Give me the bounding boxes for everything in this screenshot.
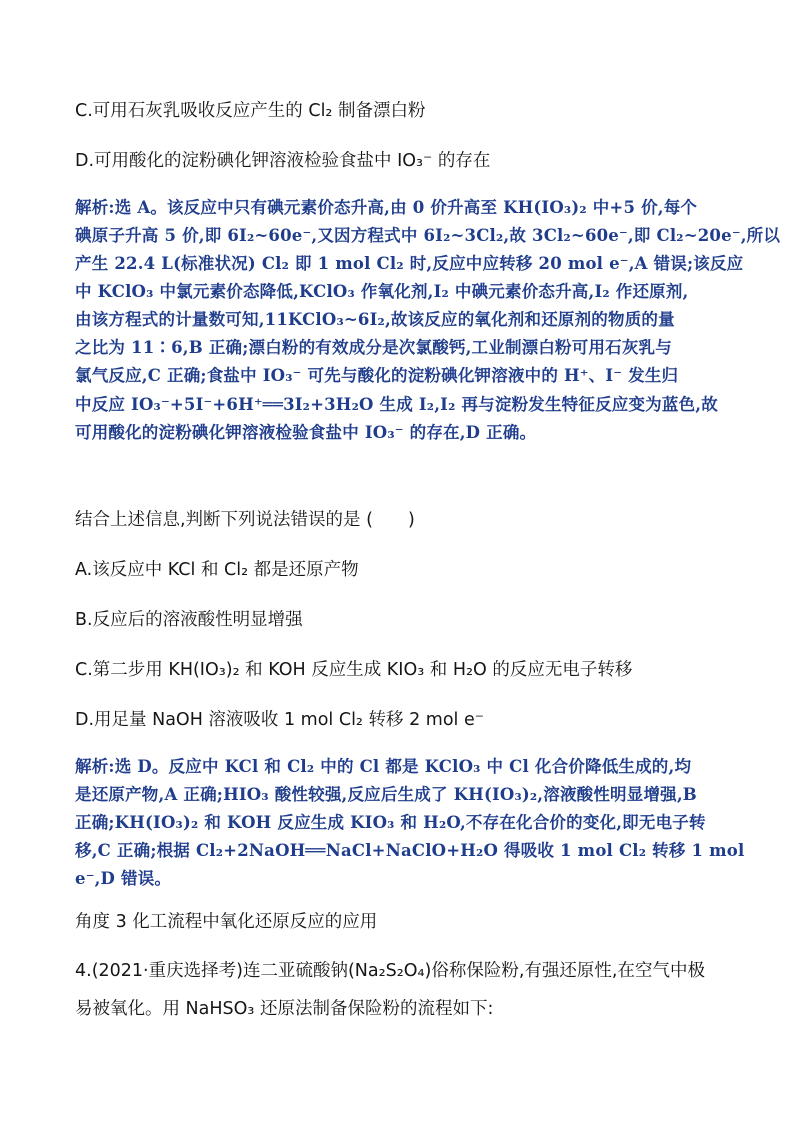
analysis-2-line: 正确;KH(IO₃)₂ 和 KOH 反应生成 KIO₃ 和 H₂O,不存在化合价的变化,即无电子转: [75, 813, 706, 832]
analysis-1-line: 解析:选 A。该反应中只有碘元素价态升高,由 0 价升高至 KH(IO₃)₂ 中+5 价,每个: [75, 198, 698, 217]
analysis-1-line: 产生 22.4 L(标准状况) Cl₂ 即 1 mol Cl₂ 时,反应中应转移 20 mol e⁻,A 错误;该反应: [75, 254, 744, 273]
analysis-1-line: 中反应 IO₃⁻+5I⁻+6H⁺══3I₂+3H₂O 生成 I₂,I₂ 再与淀粉发生特征反应变为蓝色,故: [75, 395, 718, 414]
analysis-1-line: 氯气反应,C 正确;食盐中 IO₃⁻ 可先与酸化的淀粉碘化钾溶液中的 H⁺、I⁻ 发生归: [75, 366, 679, 385]
option-d-2: D.用足量 NaOH 溶液吸收 1 mol Cl₂ 转移 2 mol e⁻: [75, 710, 484, 730]
analysis-1-line: 由该方程式的计量数可知,11KClO₃~6I₂,故该反应的氧化剂和还原剂的物质的量: [75, 310, 675, 329]
option-b-2: B.反应后的溶液酸性明显增强: [75, 610, 303, 630]
question-2: 结合上述信息,判断下列说法错误的是 ( ): [75, 510, 415, 530]
analysis-1-line: 碘原子升高 5 价,即 6I₂~60e⁻,又因方程式中 6I₂~3Cl₂,故 3Cl₂~60e⁻,即 Cl₂~20e⁻,所以: [75, 226, 781, 245]
analysis-2-line: 解析:选 D。反应中 KCl 和 Cl₂ 中的 Cl 都是 KClO₃ 中 Cl 化合价降低生成的,均: [75, 757, 692, 776]
option-d-1: D.可用酸化的淀粉碘化钾溶液检验食盐中 IO₃⁻ 的存在: [75, 151, 491, 171]
analysis-1-line: 之比为 11∶6,B 正确;漂白粉的有效成分是次氯酸钙,工业制漂白粉可用石灰乳与: [75, 338, 672, 357]
analysis-2-line: e⁻,D 错误。: [75, 869, 172, 888]
analysis-2-line: 是还原产物,A 正确;HIO₃ 酸性较强,反应后生成了 KH(IO₃)₂,溶液酸性明显增强,B: [75, 785, 697, 804]
question-4-line: 4.(2021·重庆选择考)连二亚硫酸钠(Na₂S₂O₄)俗称保险粉,有强还原性,在空气中极: [75, 961, 705, 981]
option-a-2: A.该反应中 KCl 和 Cl₂ 都是还原产物: [75, 560, 359, 580]
option-c-1: C.可用石灰乳吸收反应产生的 Cl₂ 制备漂白粉: [75, 101, 426, 121]
option-c-2: C.第二步用 KH(IO₃)₂ 和 KOH 反应生成 KIO₃ 和 H₂O 的反应无电子转移: [75, 660, 633, 680]
analysis-1-line: 中 KClO₃ 中氯元素价态降低,KClO₃ 作氧化剂,I₂ 中碘元素价态升高,I₂ 作还原剂,: [75, 282, 689, 301]
analysis-2-line: 移,C 正确;根据 Cl₂+2NaOH══NaCl+NaClO+H₂O 得吸收 1 mol Cl₂ 转移 1 mol: [75, 841, 745, 860]
question-4-line: 易被氧化。用 NaHSO₃ 还原法制备保险粉的流程如下:: [75, 999, 494, 1019]
analysis-1-line: 可用酸化的淀粉碘化钾溶液检验食盐中 IO₃⁻ 的存在,D 正确。: [75, 423, 537, 442]
section-heading: 角度 3 化工流程中氧化还原反应的应用: [75, 912, 378, 932]
